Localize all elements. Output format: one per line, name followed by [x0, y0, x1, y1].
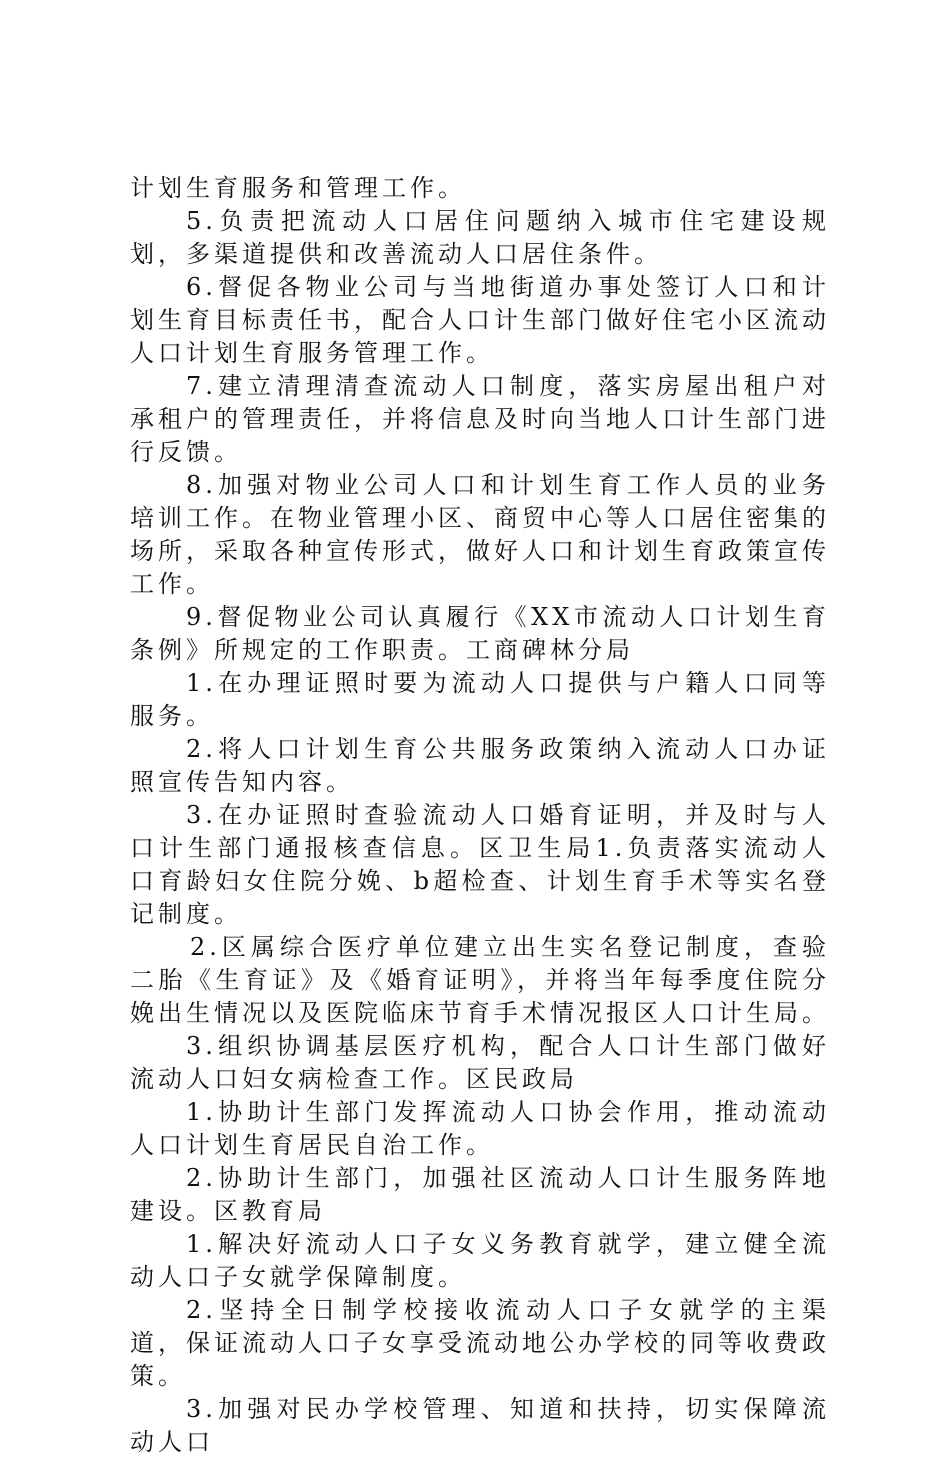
paragraph-5: 8.加强对物业公司人口和计划生育工作人员的业务培训工作。在物业管理小区、商贸中心等人口居住密集的场所，采取各种宣传形式，做好人口和计划生育政策宣传工作。 — [130, 471, 830, 598]
paragraph-13: 2.协助计生部门，加强社区流动人口计生服务阵地建设。区教育局 — [130, 1164, 830, 1225]
paragraph-7: 1.在办理证照时要为流动人口提供与户籍人口同等服务。 — [130, 669, 830, 730]
paragraph-6: 9.督促物业公司认真履行《XX市流动人口计划生育条例》所规定的工作职责。工商碑林分局 — [130, 603, 830, 664]
paragraph-2: 5.负责把流动人口居住问题纳入城市住宅建设规划，多渠道提供和改善流动人口居住条件。 — [130, 207, 830, 268]
document-body — [130, 172, 830, 1459]
paragraph-9: 3.在办证照时查验流动人口婚育证明，并及时与人口计生部门通报核查信息。区卫生局1.负责落实流动人口育龄妇女住院分娩、b超检查、计划生育手术等实名登记制度。 — [130, 801, 830, 928]
paragraph-14: 1.解决好流动人口子女义务教育就学，建立健全流动人口子女就学保障制度。 — [130, 1230, 830, 1291]
paragraph-10: 2.区属综合医疗单位建立出生实名登记制度，查验二胎《生育证》及《婚育证明》，并将当年每季度住院分娩出生情况以及医院临床节育手术情况报区人口计生局。 — [130, 933, 830, 1027]
paragraph-3: 6.督促各物业公司与当地街道办事处签订人口和计划生育目标责任书，配合人口计生部门做好住宅小区流动人口计划生育服务管理工作。 — [130, 273, 830, 367]
paragraph-12: 1.协助计生部门发挥流动人口协会作用，推动流动人口计划生育居民自治工作。 — [130, 1098, 830, 1159]
paragraph-1: 计划生育服务和管理工作。 — [130, 174, 466, 202]
paragraph-15: 2.坚持全日制学校接收流动人口子女就学的主渠道，保证流动人口子女享受流动地公办学校的同等收费政策。 — [130, 1296, 830, 1390]
paragraph-8: 2.将人口计划生育公共服务政策纳入流动人口办证照宣传告知内容。 — [130, 735, 830, 796]
paragraph-4: 7.建立清理清查流动人口制度，落实房屋出租户对承租户的管理责任，并将信息及时向当地人口计生部门进行反馈。 — [130, 372, 830, 466]
paragraph-16: 3.加强对民办学校管理、知道和扶持，切实保障流动人口 — [130, 1395, 830, 1456]
paragraph-11: 3.组织协调基层医疗机构，配合人口计生部门做好流动人口妇女病检查工作。区民政局 — [130, 1032, 830, 1093]
